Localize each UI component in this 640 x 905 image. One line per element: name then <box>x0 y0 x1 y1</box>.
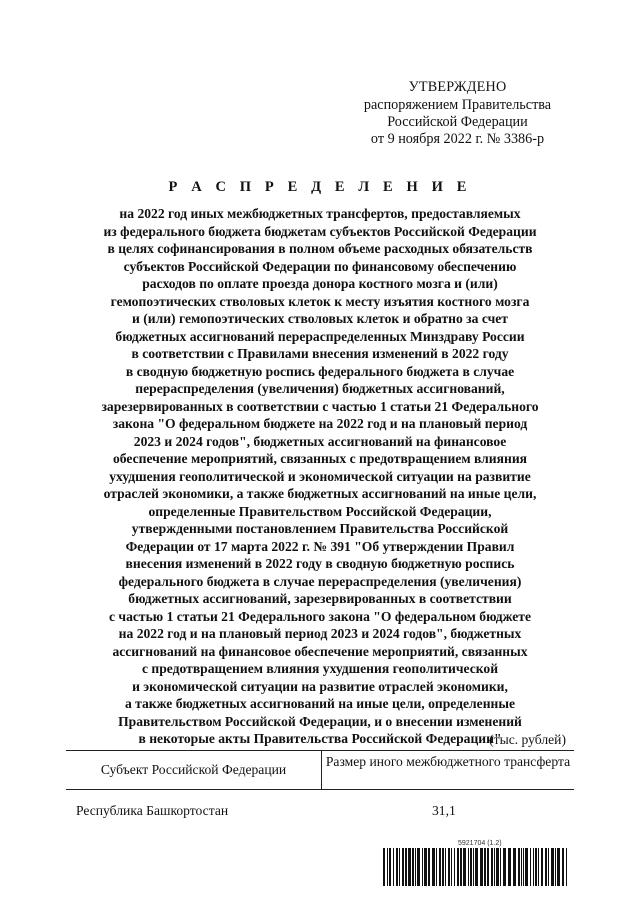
approval-line: Российской Федерации <box>387 114 528 130</box>
subtitle-line: обеспечение мероприятий, связанных с предотвращением влияния <box>112 451 528 466</box>
barcode-bar <box>475 848 478 886</box>
barcode-bar <box>566 848 567 886</box>
barcode-bar <box>389 848 391 886</box>
subtitle-line: в целях софинансирования в полном объеме расходных обязательств <box>107 241 533 256</box>
barcode-bar <box>535 848 537 886</box>
barcode-bar <box>424 848 427 886</box>
barcode-bar <box>541 848 543 886</box>
barcode-bar <box>408 848 411 886</box>
barcode-bar <box>445 848 446 886</box>
subtitle-line: отраслей экономики, а также бюджетных ассигнований на иные цели, <box>103 486 537 501</box>
barcode-bar <box>548 848 549 886</box>
barcode-bar <box>422 848 423 886</box>
barcode-bar <box>457 848 459 886</box>
barcode-bar <box>468 848 469 886</box>
approval-date-number: от 9 ноября 2022 г. № 3386-р <box>370 131 545 147</box>
barcode-bar <box>533 848 534 886</box>
barcode-bar <box>412 848 414 886</box>
subtitle-line: Федерации от 17 марта 2022 г. № 391 "Об утверждении Правил <box>125 538 515 554</box>
barcode-bar <box>551 848 554 886</box>
barcode-bar <box>417 848 420 886</box>
row-subject: Республика Башкортостан <box>76 803 229 818</box>
barcode-bar <box>396 848 398 886</box>
subtitle-line: Правительством Российской Федерации, и о внесении изменений <box>118 713 522 729</box>
barcode-bar <box>480 848 483 886</box>
header-subject: Субъект Российской Федерации <box>100 762 287 777</box>
subtitle-line: и экономической ситуации на развитие отраслей экономики, <box>132 678 508 694</box>
barcode-bar <box>448 848 450 886</box>
barcode-bar <box>500 848 501 886</box>
barcode-bar <box>463 848 466 886</box>
subtitle-line: а также бюджетных ассигнований на иные цели, определенные <box>124 696 516 711</box>
subtitle-line: федерального бюджета в случае перераспределения (увеличения) <box>118 573 522 589</box>
subtitle-line: зарезервированных в соответствии с частью 1 статьи 21 Федерального <box>101 398 539 414</box>
subtitle-line: определенные Правительством Российской Федерации, <box>148 503 492 519</box>
barcode-bar <box>436 848 437 886</box>
barcode-bar <box>508 848 511 886</box>
barcode-bar <box>484 848 486 886</box>
barcode-bar <box>523 848 524 886</box>
subtitle-line: ассигнований на финансовое обеспечение мероприятий, связанных <box>112 643 528 659</box>
row-amount: 31,1 <box>432 803 456 818</box>
subtitle-line: с предотвращением влияния ухудшения геополитической <box>141 661 499 676</box>
approval-block <box>345 79 570 148</box>
barcode-bar <box>521 848 522 886</box>
subtitle-line: с частью 1 статьи 21 Федерального закона "О федеральном бюджете <box>108 608 532 624</box>
approval-line: распоряжением Правительства <box>363 97 552 113</box>
barcode-bar <box>503 848 506 886</box>
approval-status: УТВЕРЖДЕНО <box>408 79 507 95</box>
subtitle-line: в соответствии с Правилами внесения изменений в 2022 году <box>131 346 509 361</box>
barcode-bar <box>562 848 564 886</box>
barcode-label: 5921704 (1.2) <box>458 840 502 847</box>
barcode-bar <box>525 848 528 886</box>
subtitle-line: на 2022 год иных межбюджетных трансфертов, предоставляемых <box>119 206 521 221</box>
barcode-bar <box>393 848 394 886</box>
barcode-bar <box>491 848 493 886</box>
subtitle-line: внесения изменений в 2022 году в сводную бюджетную роспись <box>125 556 515 571</box>
subtitle-line: расходов по оплате проезда донора костного мозга и (или) <box>142 276 498 291</box>
subtitle-line: ухудшения геополитической и экономической ситуации на развитие <box>109 468 531 484</box>
barcode-bar <box>415 848 416 886</box>
barcode-bar <box>513 848 516 886</box>
barcode-bar <box>473 848 474 886</box>
barcode-bar <box>518 848 520 886</box>
subtitle-line: перераспределения (увеличения) бюджетных ассигнований, <box>135 381 505 396</box>
barcode-bar <box>405 848 407 886</box>
subtitle-line: и (или) гемопоэтических стволовых клеток и обратно за счет <box>132 311 508 326</box>
barcode-bar <box>428 848 430 886</box>
barcode-bar <box>399 848 400 886</box>
barcode-bar <box>538 848 539 886</box>
barcode-bar <box>402 848 404 886</box>
barcode <box>383 848 571 886</box>
subtitle-line: в некоторые акты Правительства Российской Федерации" <box>138 731 502 746</box>
subtitle-line: в сводную бюджетную роспись федерального бюджета в случае <box>125 363 515 379</box>
document-subtitle <box>60 205 580 748</box>
document-title: Р А С П Р Е Д Е Л Е Н И Е <box>168 179 472 195</box>
barcode-bar <box>451 848 452 886</box>
barcode-bar <box>387 848 388 886</box>
subtitle-line: субъектов Российской Федерации по финансовому обеспечению <box>123 258 517 274</box>
barcode-bar <box>383 848 385 886</box>
barcode-bar <box>487 848 489 886</box>
barcode-bar <box>496 848 499 886</box>
barcode-bar <box>460 848 462 886</box>
barcode-bar <box>530 848 531 886</box>
subtitle-line: бюджетных ассигнований перераспределенных Минздраву России <box>115 328 525 344</box>
subtitle-line: гемопоэтических стволовых клеток к месту изъятия костного мозга <box>110 293 530 309</box>
barcode-bar <box>432 848 435 886</box>
header-amount: Размер иного межбюджетного трансферта <box>325 754 571 769</box>
barcode-bar <box>454 848 455 886</box>
subtitle-line: бюджетных ассигнований, зарезервированных в соответствии <box>128 591 512 606</box>
barcode-bar <box>545 848 547 886</box>
barcode-bar <box>557 848 560 886</box>
subtitle-line: 2023 и 2024 годов", бюджетных ассигнований на финансовое <box>133 433 507 449</box>
subtitle-line: утвержденными постановлением Правительства Российской <box>131 521 509 536</box>
subtitle-line: из федерального бюджета бюджетам субъектов Российской Федерации <box>103 223 537 239</box>
barcode-bar <box>439 848 441 886</box>
barcode-bar <box>470 848 472 886</box>
subtitle-line: на 2022 год и на плановый период 2023 и 2024 годов", бюджетных <box>118 626 522 641</box>
barcode-bar <box>494 848 495 886</box>
units-label: (тыс. рублей) <box>489 732 566 747</box>
barcode-bar <box>442 848 444 886</box>
barcode-bar <box>555 848 556 886</box>
subtitle-line: закона "О федеральном бюджете на 2022 год и на плановый период <box>112 416 528 431</box>
distribution-table-header <box>66 750 574 790</box>
